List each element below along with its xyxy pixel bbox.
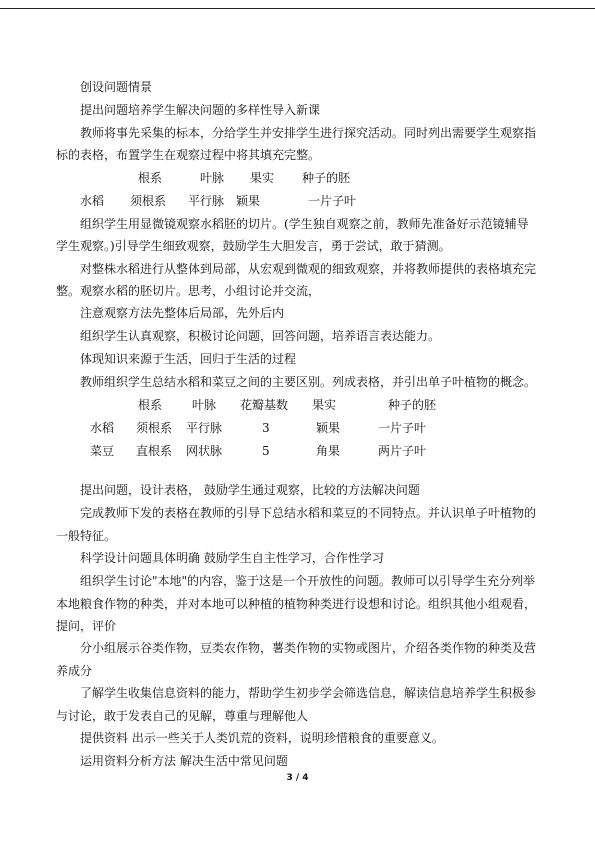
paragraph: 了解学生收集信息资料的能力，帮助学生初步学会筛选信息，解读信息培养学生积极参与讨论，敢于发表自己的见解，尊重与理解他人 — [56, 686, 537, 723]
table-cell: 叶脉 — [192, 398, 217, 413]
table-cell: 菜豆 — [90, 444, 115, 459]
table-cell: 叶脉 — [200, 170, 225, 185]
table-cell: 颖果 — [236, 193, 261, 208]
table-cell: 网状脉 — [186, 444, 223, 459]
table-cell: 水稻 — [80, 193, 105, 208]
table-cell: 两片子叶 — [378, 444, 427, 459]
document-body — [56, 76, 540, 773]
table-cell: 一片子叶 — [308, 193, 357, 208]
table2-row — [56, 417, 540, 440]
table-cell: 平行脉 — [186, 421, 223, 436]
table-cell: 种子的胚 — [388, 398, 437, 413]
paragraph: 分小组展示谷类作物，豆类农作物，薯类作物的实物或图片，介绍各类作物的种类及营养成分 — [56, 641, 537, 678]
table-cell: 根系 — [138, 398, 163, 413]
table-cell: 3 — [262, 421, 270, 436]
table1-header-row — [56, 167, 540, 190]
paragraph: 提出问题，设计表格， 鼓励学生通过观察，比较的方法解决问题 — [80, 483, 420, 498]
table2-row — [56, 440, 540, 463]
paragraph: 组织学生讨论"本地"的内容，鉴于这是一个开放性的问题。教师可以引导学生充分列举本地粮食作物的种类，并对本地可以种植的植物种类进行设想和讨论。组织其他小组观看，提问，评价 — [56, 574, 537, 634]
paragraph: 提出问题培养学生解决问题的多样性导入新课 — [80, 103, 321, 117]
table-cell: 花瓣基数 — [240, 398, 289, 413]
table-cell: 根系 — [138, 170, 163, 185]
paragraph: 体现知识来源于生活，回归于生活的过程 — [80, 352, 297, 367]
page-number: 3 / 4 — [286, 773, 309, 783]
spacer — [56, 463, 540, 479]
paragraph: 教师将事先采集的标本，分给学生并安排学生进行探究活动。同时列出需要学生观察指标的表格，布置学生在观察过程中将其填充完整。 — [56, 126, 537, 163]
table-cell: 一片子叶 — [378, 421, 427, 436]
table-cell: 水稻 — [90, 421, 115, 436]
paragraph: 组织学生用显微镜观察水稻胚的切片。(学生独自观察之前，教师先准备好示范镜辅导学生观察。)引导学生细致观察，鼓励学生大胆发言，勇于尝试，敢于猜测。 — [56, 216, 529, 254]
table-cell: 种子的胚 — [302, 170, 351, 185]
table-cell: 角果 — [316, 444, 341, 459]
paragraph: 对整株水稻进行从整体到局部，从宏观到微观的细致观察，并将教师提供的表格填充完整。观察水稻的胚切片。思考，小组讨论并交流， — [56, 261, 537, 299]
table-cell: 须根系 — [130, 193, 167, 208]
table-cell: 5 — [262, 444, 270, 459]
paragraph: 完成教师下发的表格在教师的引导下总结水稻和菜豆的不同特点。并认识单子叶植物的一般特征。 — [56, 506, 537, 543]
table1-row — [56, 190, 540, 213]
paragraph: 科学设计问题具体明确 鼓励学生自主性学习，合作性学习 — [80, 551, 384, 566]
table-cell: 直根系 — [136, 444, 173, 459]
paragraph: 提供资料 出示一些关于人类饥荒的资料，说明珍惜粮食的重要意义。 — [80, 731, 444, 746]
paragraph: 教师组织学生总结水稻和菜豆之间的主要区别。列成表格，并引出单子叶植物的概念。 — [80, 375, 537, 390]
table-cell: 果实 — [250, 170, 275, 185]
paragraph: 组织学生认真观察，积极讨论问题，回答问题，培养语言表达能力。 — [80, 329, 441, 344]
header-rule — [0, 8, 595, 9]
paragraph: 注意观察方法先整体后局部，先外后内 — [80, 306, 285, 321]
paragraph: 创设问题情景 — [80, 80, 153, 94]
table-cell: 平行脉 — [188, 193, 225, 208]
paragraph: 运用资料分析方法 解决生活中常见问题 — [80, 754, 288, 769]
table-cell: 颖果 — [316, 421, 341, 436]
table-cell: 果实 — [312, 398, 337, 413]
table-cell: 须根系 — [136, 421, 173, 436]
table2-header-row — [56, 394, 540, 417]
